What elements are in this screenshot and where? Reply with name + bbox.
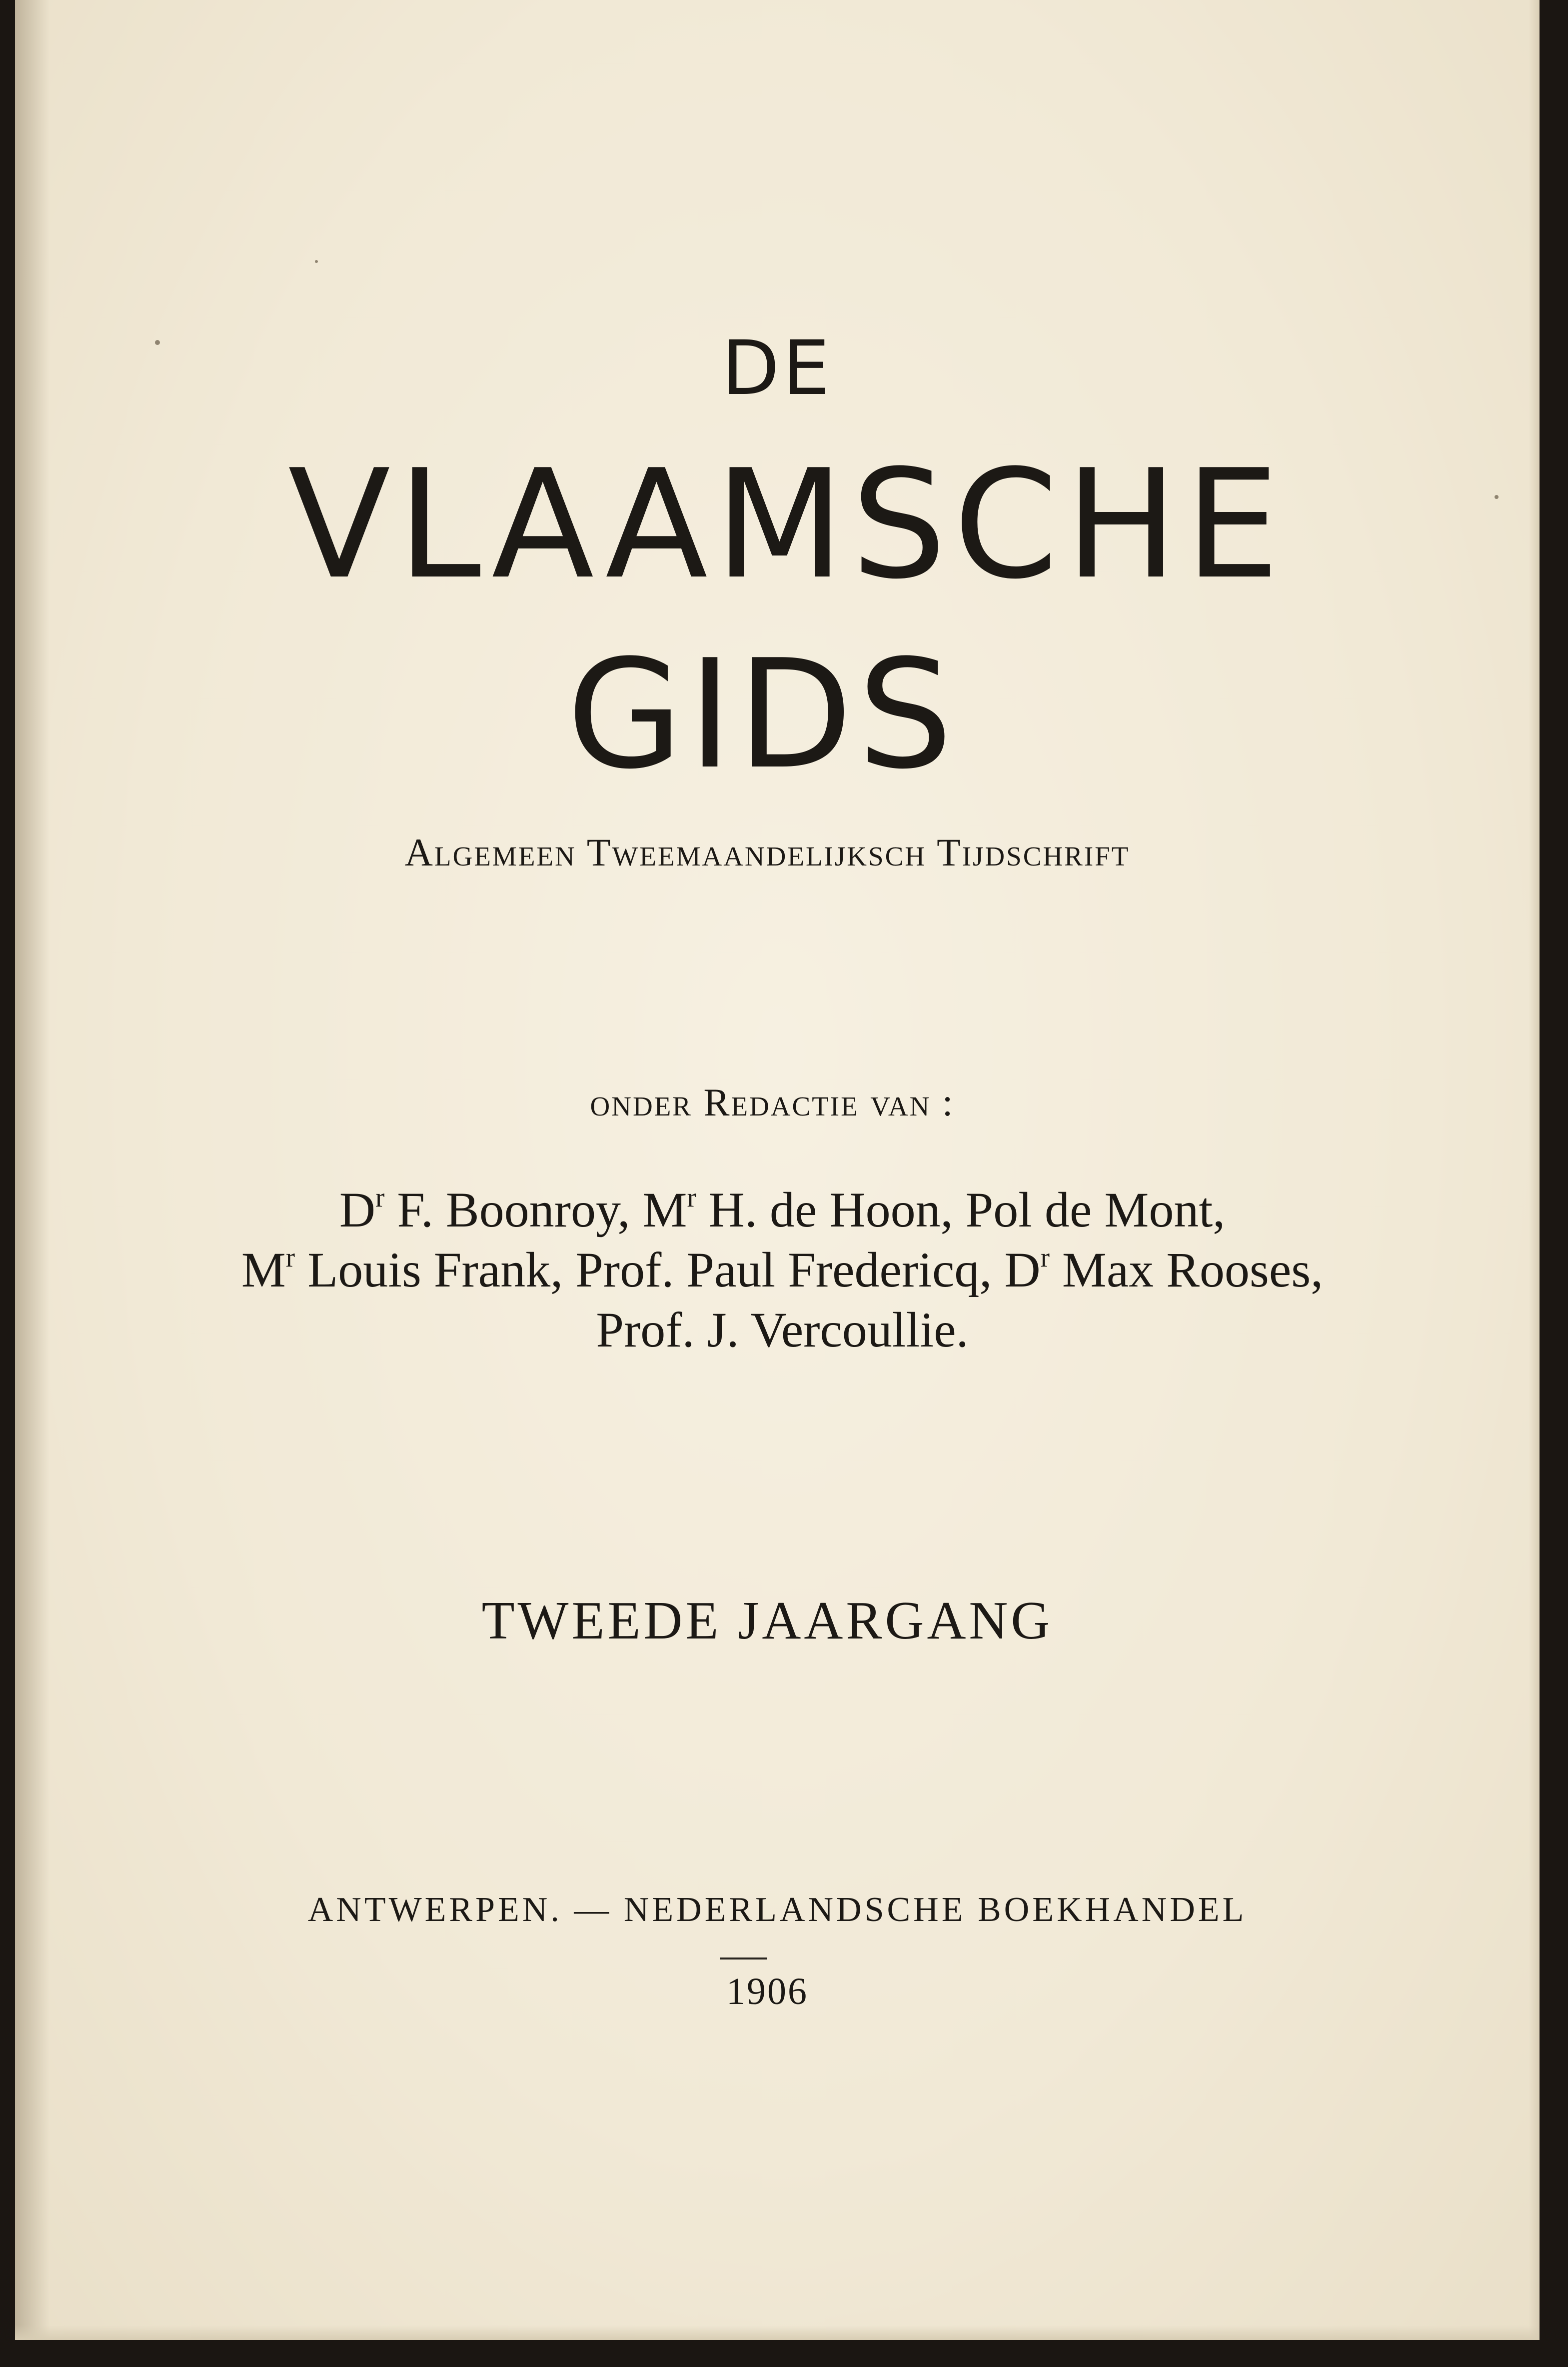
title-line-gids: GIDS bbox=[566, 628, 958, 802]
editors-list bbox=[20, 1180, 1540, 1360]
imprint-rule bbox=[720, 1958, 767, 1960]
editors-line-2: $M^r$ Louis Frank, Prof. Paul Fredericq, $D^r$ Max Rooses, bbox=[241, 1242, 1324, 1298]
title-page bbox=[15, 0, 1540, 2340]
paper-speck bbox=[315, 260, 318, 263]
editorial-label: onder Redactie van : bbox=[590, 1080, 955, 1124]
page-edge-bottom bbox=[15, 2325, 1540, 2340]
publication-year: 1906 bbox=[726, 1970, 808, 2012]
editors-line-1: $D^r$ F. Boonroy, $M^r$ H. de Hoon, Pol de Mont, bbox=[339, 1182, 1226, 1238]
title-line-vlaamsche: VLAAMSCHE bbox=[288, 438, 1287, 612]
volume-label: TWEEDE JAARGANG bbox=[481, 1591, 1053, 1650]
editors-line-3: Prof. J. Vercoullie. bbox=[596, 1302, 969, 1358]
subtitle: Algemeen Tweemaandelijksch Tijdschrift bbox=[404, 830, 1130, 874]
publisher-imprint: ANTWERPEN. — NEDERLANDSCHE BOEKHANDEL bbox=[307, 1890, 1247, 1929]
title-line-de: DE bbox=[721, 325, 833, 412]
